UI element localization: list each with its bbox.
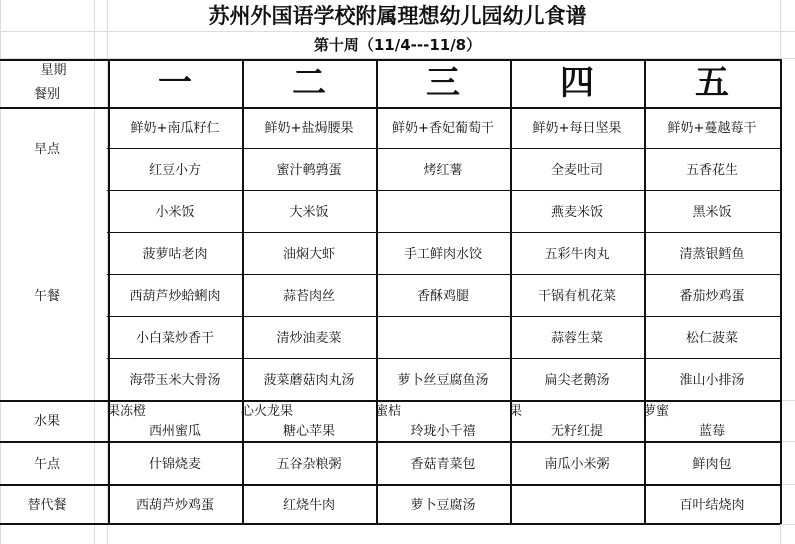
breakfast-cell-mon: 红豆小方	[148, 163, 201, 178]
section-label-snack: 午点	[33, 457, 60, 472]
breakfast-cell-thu: 鲜奶+每日坚果	[532, 121, 622, 136]
lunch-cell-mon: 小米饭	[155, 205, 195, 220]
snack-cell-mon: 什锦烧麦	[148, 457, 201, 472]
breakfast-cell-wed: 烤红薯	[423, 163, 463, 178]
lunch-cell-thu: 五彩牛肉丸	[544, 247, 610, 262]
gridline-h	[0, 31, 795, 32]
page-title: 苏州外国语学校附属理想幼儿园幼儿食谱	[208, 4, 587, 28]
border-h	[0, 441, 780, 443]
fruit-overflow-text-tue: 心火龙果	[241, 404, 294, 419]
border-v	[780, 59, 782, 524]
week-subtitle: 第十周（11/4---11/8）	[313, 36, 482, 54]
fruit-cell-fri: 蓝莓	[698, 424, 725, 439]
breakfast-cell-thu: 全麦吐司	[550, 163, 603, 178]
gridline-v	[94, 0, 95, 544]
lunch-cell-thu: 蒜蓉生菜	[550, 331, 603, 346]
lunch-cell-tue: 清炒油麦菜	[276, 331, 342, 346]
lunch-cell-mon: 小白菜炒香干	[135, 331, 214, 346]
lunch-cell-wed: 手工鲜肉水饺	[403, 247, 482, 262]
alternative-cell-mon: 西葫芦炒鸡蛋	[135, 498, 214, 513]
fruit-cell-tue: 糖心苹果	[282, 424, 335, 439]
day-header-thu: 四	[560, 63, 594, 103]
border-h-inner	[107, 316, 780, 317]
border-h-inner	[107, 274, 780, 275]
lunch-cell-mon: 海带玉米大骨汤	[129, 373, 221, 388]
alternative-cell-fri: 百叶结烧肉	[679, 498, 745, 513]
lunch-cell-thu: 燕麦米饭	[550, 205, 603, 220]
weekday-header-label: 星期	[40, 63, 67, 78]
breakfast-cell-tue: 蜜汁鹌鹑蛋	[276, 163, 342, 178]
section-label-fruit: 水果	[33, 414, 60, 429]
breakfast-cell-mon: 鲜奶+南瓜籽仁	[130, 121, 220, 136]
border-h	[0, 400, 780, 402]
lunch-cell-thu: 干锅有机花菜	[537, 289, 616, 304]
lunch-cell-wed: 香酥鸡腿	[416, 289, 469, 304]
lunch-cell-fri: 松仁菠菜	[685, 331, 738, 346]
border-h-inner	[107, 148, 780, 149]
lunch-cell-tue: 菠菜蘑菇肉丸汤	[263, 373, 355, 388]
border-h	[0, 107, 780, 109]
lunch-cell-wed: 萝卜丝豆腐鱼汤	[397, 373, 489, 388]
lunch-cell-tue: 油焖大虾	[282, 247, 335, 262]
section-label-lunch: 午餐	[33, 289, 60, 304]
lunch-cell-fri: 番茄炒鸡蛋	[679, 289, 745, 304]
alternative-cell-wed: 萝卜豆腐汤	[410, 498, 476, 513]
lunch-cell-fri: 淮山小排汤	[679, 373, 745, 388]
breakfast-cell-wed: 鲜奶+香妃葡萄干	[392, 121, 494, 136]
snack-cell-thu: 南瓜小米粥	[544, 457, 610, 472]
section-label-breakfast: 早点	[33, 142, 60, 157]
alternative-cell-tue: 红烧牛肉	[282, 498, 335, 513]
border-h-inner	[107, 190, 780, 191]
fruit-overflow-text-thu: 果	[509, 404, 523, 419]
lunch-cell-tue: 大米饭	[289, 205, 329, 220]
fruit-cell-wed: 玲珑小千禧	[410, 424, 476, 439]
fruit-overflow-text-wed: 蜜桔	[375, 404, 402, 419]
day-header-tue: 二	[292, 63, 326, 103]
day-header-fri: 五	[695, 63, 729, 103]
breakfast-cell-fri: 五香花生	[685, 163, 738, 178]
fruit-cell-mon: 西州蜜瓜	[148, 424, 201, 439]
snack-cell-wed: 香菇青菜包	[410, 457, 476, 472]
meal-header-label: 餐别	[33, 87, 60, 102]
lunch-cell-mon: 菠萝咕老肉	[142, 247, 208, 262]
lunch-cell-mon: 西葫芦炒蛤蜊肉	[129, 289, 221, 304]
fruit-overflow-text-fri: 萝蜜	[643, 404, 670, 419]
border-h-inner	[107, 232, 780, 233]
fruit-cell-thu: 无籽红提	[550, 424, 603, 439]
breakfast-cell-fri: 鲜奶+蔓越莓干	[667, 121, 757, 136]
lunch-cell-thu: 扁尖老鹅汤	[544, 373, 610, 388]
lunch-cell-fri: 黑米饭	[692, 205, 732, 220]
border-h	[0, 59, 780, 61]
day-header-wed: 三	[426, 63, 460, 103]
border-h-inner	[107, 358, 780, 359]
fruit-overflow-text-mon: 果冻橙	[107, 404, 147, 419]
section-label-alternative: 替代餐	[27, 498, 67, 513]
border-h	[0, 523, 780, 525]
day-header-mon: 一	[158, 63, 192, 103]
breakfast-cell-tue: 鲜奶+盐焗腰果	[264, 121, 354, 136]
border-h	[0, 484, 780, 486]
lunch-cell-tue: 蒜苔肉丝	[282, 289, 335, 304]
lunch-cell-fri: 清蒸银鳕鱼	[679, 247, 745, 262]
snack-cell-fri: 鲜肉包	[692, 457, 732, 472]
snack-cell-tue: 五谷杂粮粥	[276, 457, 342, 472]
